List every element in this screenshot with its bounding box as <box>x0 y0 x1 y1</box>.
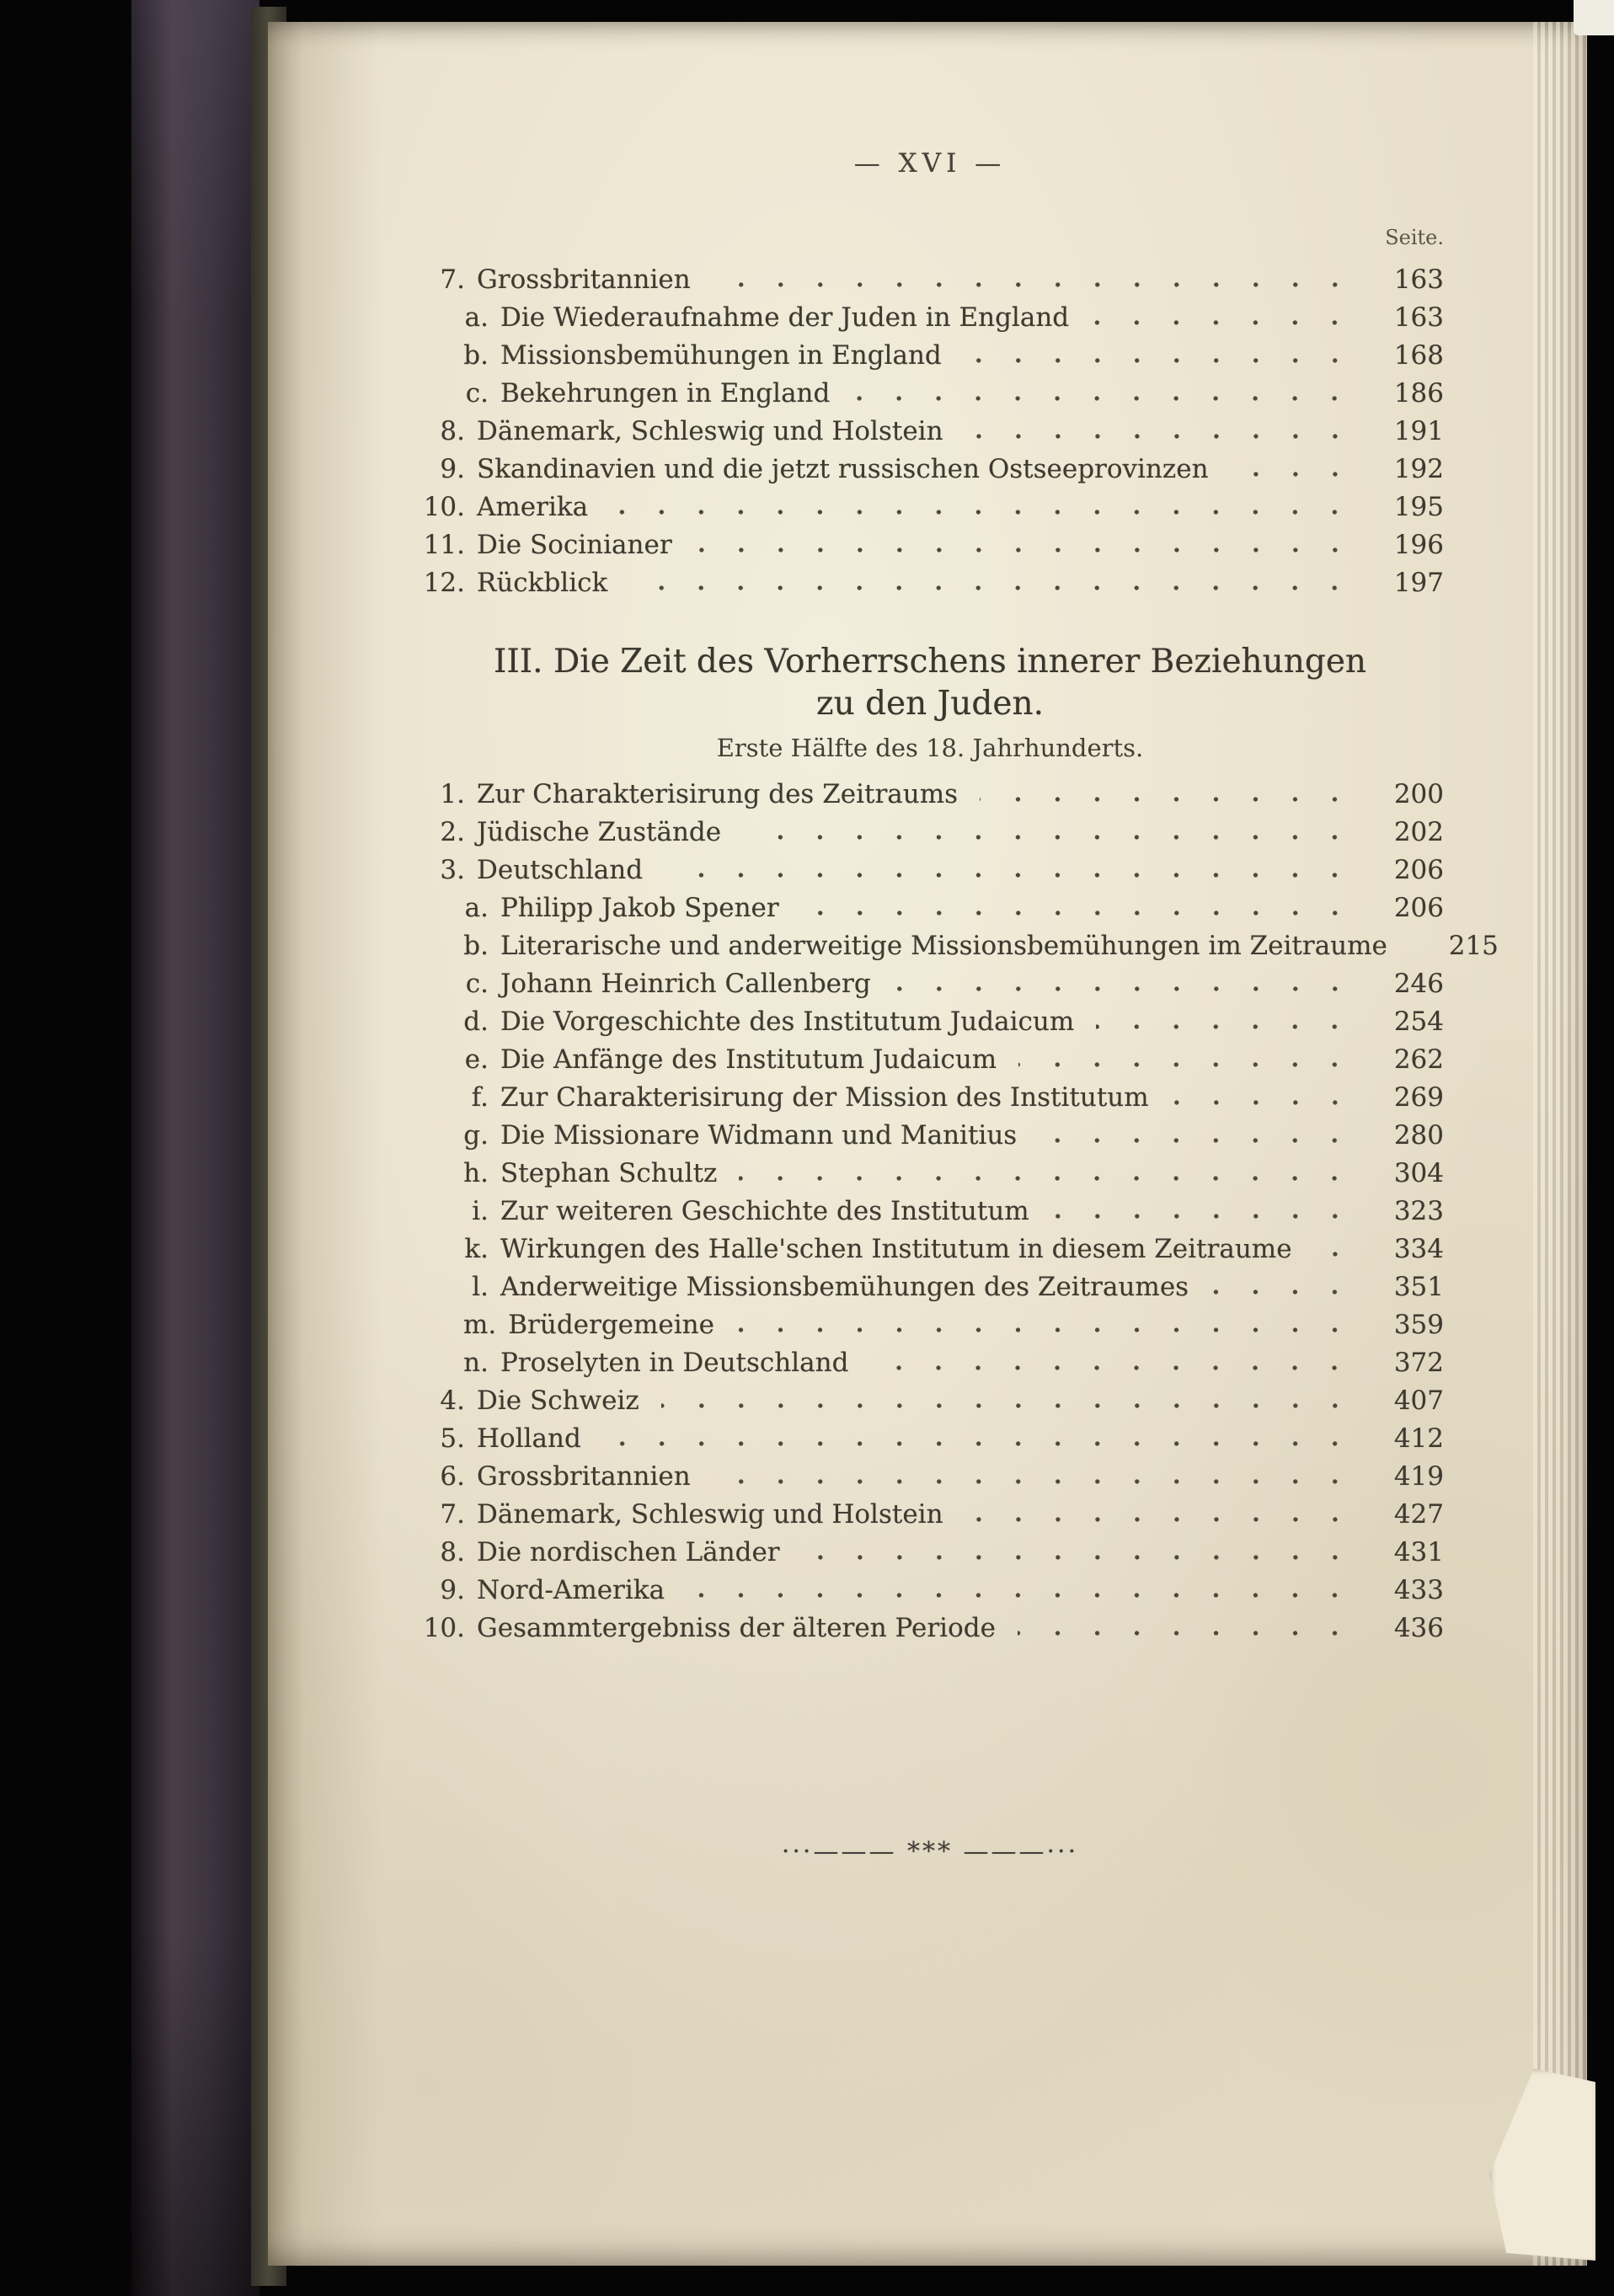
entry-label: Bekehrungen in England <box>500 378 831 408</box>
dot-leader <box>661 1403 1355 1408</box>
entry-page: 168 <box>1393 340 1444 371</box>
toc-entry <box>416 1382 1444 1420</box>
entry-page: 359 <box>1393 1310 1444 1340</box>
dot-leader <box>665 873 1355 878</box>
dot-leader <box>603 1441 1355 1446</box>
entry-number: 10. <box>423 1613 465 1643</box>
toc-entry <box>416 1231 1444 1268</box>
toc-entry <box>416 1193 1444 1231</box>
entry-number: d. <box>463 1007 489 1037</box>
toc-entry <box>416 1117 1444 1155</box>
dot-leader <box>980 797 1355 802</box>
entry-label: Nord-Amerika <box>477 1575 665 1605</box>
entry-number: a. <box>464 893 489 923</box>
entry-page: 262 <box>1393 1044 1444 1075</box>
toc-entry <box>416 375 1444 413</box>
entry-page: 419 <box>1393 1461 1444 1492</box>
folio-page-number: — XVI — <box>853 148 1007 179</box>
entry-page: 197 <box>1393 568 1444 598</box>
dot-leader <box>802 1555 1355 1560</box>
toc-entry <box>416 413 1444 451</box>
toc-entry <box>416 965 1444 1003</box>
dot-leader <box>1018 1062 1355 1067</box>
entry-number: 9. <box>440 454 465 484</box>
dot-leader <box>610 510 1355 515</box>
entry-label: Amerika <box>477 492 589 522</box>
entry-page: 372 <box>1393 1348 1444 1378</box>
entry-number: b. <box>463 931 489 961</box>
section-heading-line2: zu den Juden. <box>816 685 1044 723</box>
toc-entry <box>416 1496 1444 1534</box>
entry-label: Missionsbemühungen in England <box>500 340 942 371</box>
entry-number: f. <box>471 1082 489 1113</box>
toc-entry <box>416 1268 1444 1306</box>
dot-leader <box>1210 1289 1355 1295</box>
toc-entry <box>416 927 1499 965</box>
toc-entry <box>416 1344 1444 1382</box>
dot-leader <box>965 1517 1355 1522</box>
entry-label: Die nordischen Länder <box>477 1537 780 1567</box>
entry-number: 12. <box>423 568 465 598</box>
section-heading-line1: III. Die Zeit des Vorherrschens innerer Beziehungen <box>493 643 1367 681</box>
toc-entry <box>416 299 1444 337</box>
entry-page: 195 <box>1393 492 1444 522</box>
entry-number: e. <box>464 1044 489 1075</box>
toc-entry <box>416 776 1444 814</box>
entry-number: 2. <box>440 817 465 847</box>
entry-number: 7. <box>440 264 465 295</box>
entry-number: c. <box>465 378 489 408</box>
tailpiece-ornament: ···——— *** ———··· <box>781 1837 1079 1866</box>
entry-number: 3. <box>440 855 465 885</box>
section-heading <box>416 641 1444 762</box>
entry-page: 191 <box>1393 416 1444 446</box>
entry-number: 10. <box>423 492 465 522</box>
entry-page: 163 <box>1393 264 1444 295</box>
entry-page: 246 <box>1393 969 1444 999</box>
entry-label: Stephan Schultz <box>500 1158 718 1188</box>
entry-label: Dänemark, Schleswig und Holstein <box>477 1499 943 1530</box>
entry-page: 196 <box>1393 530 1444 560</box>
book-page <box>268 22 1587 2266</box>
entry-number: b. <box>463 340 489 371</box>
dot-leader <box>1018 1631 1355 1636</box>
dot-leader <box>1091 320 1355 325</box>
dot-leader <box>870 1365 1355 1370</box>
dot-leader <box>1314 1252 1355 1257</box>
toc-entry <box>416 1306 1444 1344</box>
dot-leader <box>801 910 1355 916</box>
dot-leader <box>629 585 1355 590</box>
entry-page: 192 <box>1393 454 1444 484</box>
entry-number: l. <box>472 1272 489 1302</box>
entry-number: 8. <box>440 1537 465 1567</box>
dot-leader <box>736 1327 1355 1332</box>
entry-label: Philipp Jakob Spener <box>500 893 779 923</box>
entry-page: 186 <box>1393 378 1444 408</box>
entry-label: Proselyten in Deutschland <box>500 1348 849 1378</box>
entry-page: 427 <box>1393 1499 1444 1530</box>
entry-page: 407 <box>1393 1386 1444 1416</box>
entry-page: 280 <box>1393 1120 1444 1151</box>
page-content <box>268 22 1587 1866</box>
toc-entry <box>416 1079 1444 1117</box>
entry-label: Deutschland <box>477 855 644 885</box>
entry-label: Jüdische Zustände <box>477 817 722 847</box>
toc-entry <box>416 1610 1444 1647</box>
entry-label: Grossbritannien <box>477 264 691 295</box>
entry-page: 433 <box>1393 1575 1444 1605</box>
toc-entry <box>416 526 1444 564</box>
toc-entry <box>416 1003 1444 1041</box>
entry-label: Dänemark, Schleswig und Holstein <box>477 416 943 446</box>
entry-page: 206 <box>1393 855 1444 885</box>
dot-leader <box>1231 472 1355 477</box>
entry-number: 8. <box>440 416 465 446</box>
dot-leader <box>739 1176 1355 1181</box>
entry-page: 215 <box>1448 931 1499 961</box>
page-column-label: Seite. <box>1385 226 1444 249</box>
toc-entry <box>416 852 1444 889</box>
entry-number: 11. <box>423 530 465 560</box>
entry-page: 431 <box>1393 1537 1444 1567</box>
entry-page: 334 <box>1393 1234 1444 1264</box>
entry-page: 269 <box>1393 1082 1444 1113</box>
entry-label: Grossbritannien <box>477 1461 691 1492</box>
dot-leader <box>1039 1138 1355 1143</box>
entry-label: Die Anfänge des Institutum Judaicum <box>500 1044 997 1075</box>
dot-leader <box>687 1593 1355 1598</box>
section-subheading: Erste Hälfte des 18. Jahrhunderts. <box>716 734 1144 762</box>
toc-entry <box>416 1458 1444 1496</box>
dot-leader <box>1096 1024 1355 1029</box>
toc-entry <box>416 489 1444 526</box>
toc-entry <box>416 337 1444 375</box>
dot-leader <box>713 1479 1355 1484</box>
entry-label: Holland <box>477 1423 581 1454</box>
entry-page: 206 <box>1393 893 1444 923</box>
entry-page: 304 <box>1393 1158 1444 1188</box>
entry-number: g. <box>463 1120 489 1151</box>
toc-entry <box>416 1572 1444 1610</box>
entry-label: Die Socinianer <box>477 530 672 560</box>
toc-entry <box>416 814 1444 852</box>
toc-entry <box>416 1041 1444 1079</box>
entry-page: 254 <box>1393 1007 1444 1037</box>
dot-leader <box>743 835 1355 840</box>
toc-entry <box>416 451 1444 489</box>
entry-label: Literarische und anderweitige Missionsbemühungen im Zeitraume <box>500 931 1387 961</box>
entry-page: 436 <box>1393 1613 1444 1643</box>
entry-number: h. <box>463 1158 489 1188</box>
entry-page: 163 <box>1393 302 1444 333</box>
entry-label: Die Schweiz <box>477 1386 639 1416</box>
entry-page: 412 <box>1393 1423 1444 1454</box>
entry-label: Skandinavien und die jetzt russischen Ostseeprovinzen <box>477 454 1209 484</box>
dot-leader <box>893 986 1355 991</box>
dot-leader <box>694 547 1355 553</box>
toc-list-section-iii <box>416 776 1499 1647</box>
toc-entry <box>416 889 1444 927</box>
dot-leader <box>1171 1100 1355 1105</box>
entry-number: 4. <box>440 1386 465 1416</box>
corner-label-sticker <box>1574 0 1614 35</box>
entry-label: Zur Charakterisirung der Mission des Institutum <box>500 1082 1149 1113</box>
entry-label: Zur weiteren Geschichte des Institutum <box>500 1196 1029 1226</box>
entry-number: 6. <box>440 1461 465 1492</box>
dot-leader <box>964 358 1355 363</box>
toc-entry <box>416 261 1444 299</box>
entry-number: 9. <box>440 1575 465 1605</box>
dot-leader <box>965 434 1355 439</box>
toc-entry <box>416 1420 1444 1458</box>
book-spine <box>131 0 259 2296</box>
entry-number: n. <box>463 1348 489 1378</box>
entry-label: Die Wiederaufnahme der Juden in England <box>500 302 1070 333</box>
entry-label: Brüdergemeine <box>508 1310 714 1340</box>
entry-number: 5. <box>440 1423 465 1454</box>
entry-label: Johann Heinrich Callenberg <box>500 969 871 999</box>
entry-page: 323 <box>1393 1196 1444 1226</box>
toc-entry <box>416 1534 1444 1572</box>
entry-number: k. <box>464 1234 489 1264</box>
toc-entry <box>416 564 1444 602</box>
entry-page: 200 <box>1393 779 1444 809</box>
entry-label: Anderweitige Missionsbemühungen des Zeitraumes <box>500 1272 1189 1302</box>
toc-entry <box>416 1155 1444 1193</box>
dot-leader <box>713 282 1355 287</box>
entry-number: 1. <box>440 779 465 809</box>
dot-leader <box>852 396 1355 401</box>
entry-number: 7. <box>440 1499 465 1530</box>
entry-label: Die Missionare Widmann und Manitius <box>500 1120 1018 1151</box>
torn-paper-patch <box>1489 2069 1595 2261</box>
dot-leader <box>1051 1214 1355 1219</box>
entry-page: 351 <box>1393 1272 1444 1302</box>
entry-number: m. <box>463 1310 497 1340</box>
entry-label: Gesammtergebniss der älteren Periode <box>477 1613 996 1643</box>
entry-number: c. <box>465 969 489 999</box>
entry-label: Zur Charakterisirung des Zeitraums <box>477 779 959 809</box>
toc-list-top <box>416 261 1444 602</box>
entry-number: a. <box>464 302 489 333</box>
entry-page: 202 <box>1393 817 1444 847</box>
entry-number: i. <box>472 1196 489 1226</box>
entry-label: Rückblick <box>477 568 608 598</box>
entry-label: Wirkungen des Halle'schen Institutum in diesem Zeitraume <box>500 1234 1292 1264</box>
entry-label: Die Vorgeschichte des Institutum Judaicum <box>500 1007 1075 1037</box>
